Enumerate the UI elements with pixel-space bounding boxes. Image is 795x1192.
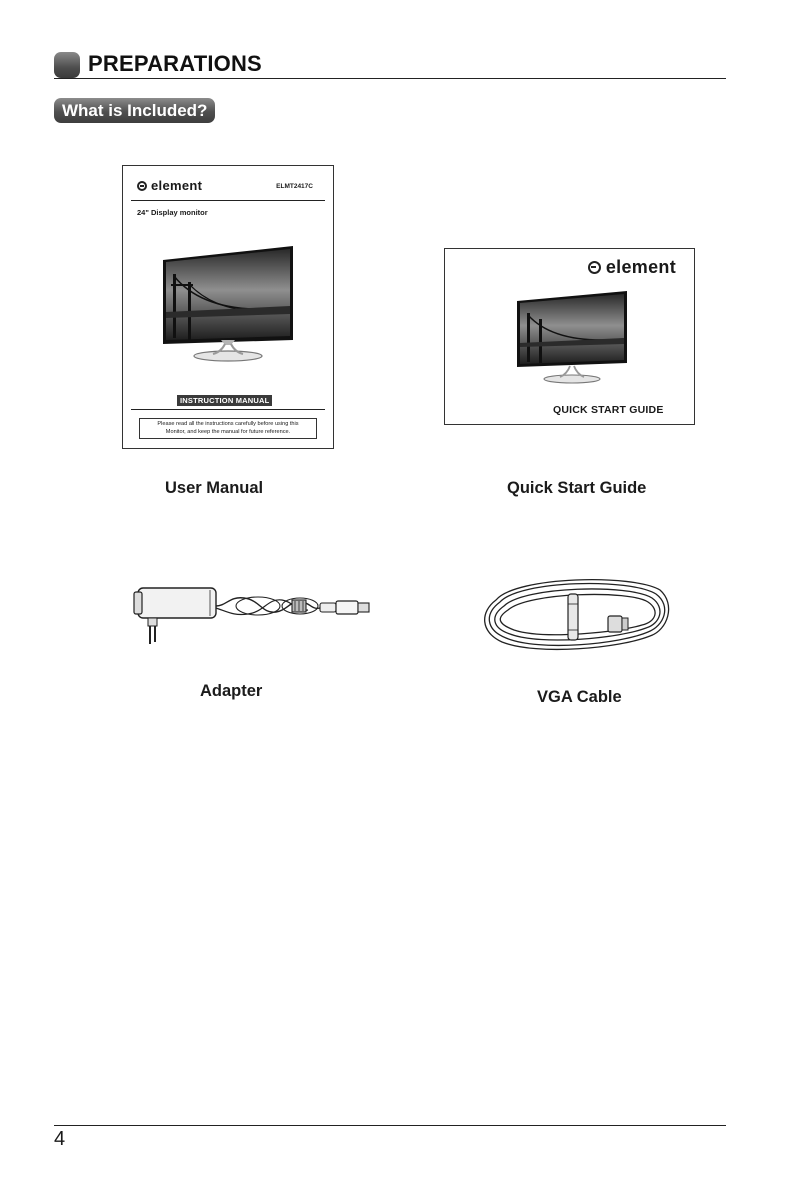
qsg-brand-name: element [605, 257, 676, 277]
vga-cable-icon [480, 574, 670, 664]
instruction-manual-badge: INSTRUCTION MANUAL [177, 395, 272, 406]
brand-logo [137, 178, 202, 193]
user-manual-image [122, 165, 334, 449]
monitor-bridge-icon [161, 244, 295, 369]
adapter-label: Adapter [200, 682, 263, 700]
qsg-caption: QUICK START GUIDE [553, 404, 664, 416]
page-number: 4 [54, 1128, 66, 1150]
subsection-title: What is Included? [54, 98, 215, 123]
section-title: PREPARATIONS [88, 51, 262, 76]
qsg-brand-mark-icon [588, 261, 601, 274]
section-bullet-icon [54, 52, 80, 78]
product-line: 24" Display monitor [137, 208, 208, 217]
manual-notice [139, 418, 317, 439]
manual-notice-line-2: Monitor, and keep the manual for future reference. [165, 429, 291, 435]
section-divider [54, 78, 726, 79]
manual-notice-line-1: Please read all the instructions carefully before using this [157, 421, 299, 427]
quick-start-guide-label: Quick Start Guide [507, 479, 647, 497]
brand-mark-icon [137, 181, 147, 191]
cover-divider-bottom [131, 409, 325, 410]
power-adapter-icon [130, 582, 375, 650]
model-number: ELMT2417C [276, 183, 313, 190]
cover-divider-top [131, 200, 325, 201]
footer-divider [54, 1125, 726, 1126]
section-header [54, 50, 726, 80]
vga-cable-label: VGA Cable [537, 688, 622, 706]
user-manual-label: User Manual [165, 479, 264, 497]
qsg-brand-logo [588, 257, 676, 278]
qsg-monitor-icon [515, 289, 629, 387]
quick-start-guide-image [444, 248, 695, 425]
brand-name: element [151, 178, 203, 193]
